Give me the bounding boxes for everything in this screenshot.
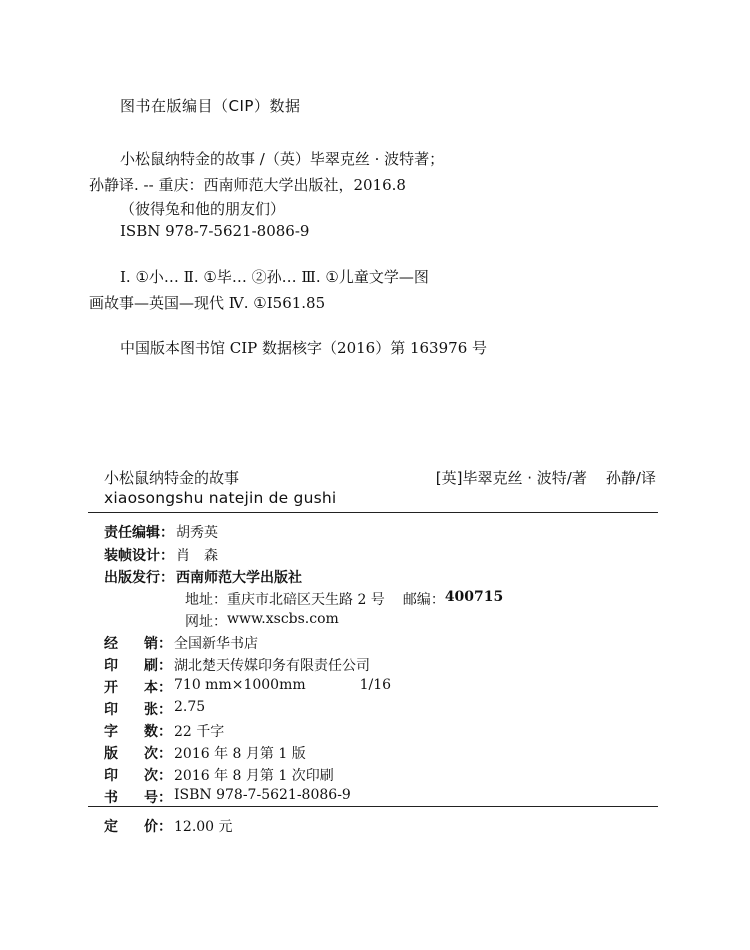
edition-value: 2016 年 8 月第 1 版 <box>174 746 306 762</box>
words-row <box>104 721 224 741</box>
price-value: 12.00 元 <box>174 819 233 835</box>
price-label: 定 价： <box>104 819 172 835</box>
format-fraction: 1/16 <box>359 677 392 693</box>
book-number-value: ISBN 978-7-5621-8086-9 <box>174 787 351 803</box>
book-number-row <box>104 787 351 807</box>
cip-translator-line: 孙静译. -- 重庆：西南师范大学出版社，2016.8 <box>89 176 406 194</box>
website-row <box>185 611 339 631</box>
distributor-value: 全国新华书店 <box>174 636 258 652</box>
address-value: 重庆市北碚区天生路 2 号 <box>227 592 385 608</box>
distributor-row <box>104 633 258 653</box>
website-value: www.xscbs.com <box>227 611 339 627</box>
publisher-label: 出版发行： <box>104 570 174 586</box>
designer-row <box>104 545 218 565</box>
sheets-label: 印 张： <box>104 702 172 718</box>
address-row <box>185 589 503 609</box>
printer-value: 湖北楚天传媒印务有限责任公司 <box>174 658 370 674</box>
editor-row <box>104 522 218 542</box>
words-label: 字 数： <box>104 724 172 740</box>
sheets-row <box>104 699 205 719</box>
printer-label: 印 刷： <box>104 658 172 674</box>
words-value: 22 千字 <box>174 724 225 740</box>
edition-row <box>104 743 306 763</box>
cip-classification-line-2: 画故事—英国—现代 Ⅳ. ①I561.85 <box>89 294 326 312</box>
sheets-value: 2.75 <box>174 699 206 715</box>
editor-value: 胡秀英 <box>176 525 218 541</box>
book-title-pinyin: xiaosongshu natejin de gushi <box>104 489 337 507</box>
impression-value: 2016 年 8 月第 1 次印刷 <box>174 768 334 784</box>
impression-row <box>104 765 334 785</box>
format-row <box>104 677 391 697</box>
cip-verification-line: 中国版本图书馆 CIP 数据核字（2016）第 163976 号 <box>120 339 488 357</box>
cip-title-line: 小松鼠纳特金的故事 /（英）毕翠克丝 · 波特著； <box>120 150 445 168</box>
address-label: 地址： <box>185 592 227 608</box>
edition-label: 版 次： <box>104 746 172 762</box>
postcode-label: 邮编： <box>402 592 445 608</box>
cip-heading: 图书在版编目（CIP）数据 <box>120 97 301 115</box>
cip-isbn-line: ISBN 978-7-5621-8086-9 <box>120 222 310 240</box>
format-value: 710 mm×1000mm <box>174 677 306 693</box>
printer-row <box>104 655 370 675</box>
colophon-title-row <box>104 467 656 488</box>
impression-label: 印 次： <box>104 768 172 784</box>
postcode-value: 400715 <box>444 589 504 605</box>
cip-classification-line: Ⅰ. ①小… Ⅱ. ①毕… ②孙… Ⅲ. ①儿童文学—图 <box>120 268 429 286</box>
book-authors: [英]毕翠克丝 · 波特/著 孙静/译 <box>435 469 656 487</box>
book-title: 小松鼠纳特金的故事 <box>104 469 240 487</box>
book-number-label: 书 号： <box>104 790 172 806</box>
designer-label: 装帧设计： <box>104 548 174 564</box>
format-label: 开 本： <box>104 680 172 696</box>
top-divider <box>88 512 658 513</box>
bottom-divider <box>88 806 658 807</box>
price-row <box>104 816 233 836</box>
distributor-label: 经 销： <box>104 636 172 652</box>
editor-label: 责任编辑： <box>104 525 174 541</box>
website-label: 网址： <box>185 614 227 630</box>
cip-series-line: （彼得兔和他的朋友们） <box>120 200 286 218</box>
publisher-row <box>104 567 302 587</box>
publisher-value: 西南师范大学出版社 <box>176 570 302 586</box>
designer-value: 肖 森 <box>176 548 218 564</box>
